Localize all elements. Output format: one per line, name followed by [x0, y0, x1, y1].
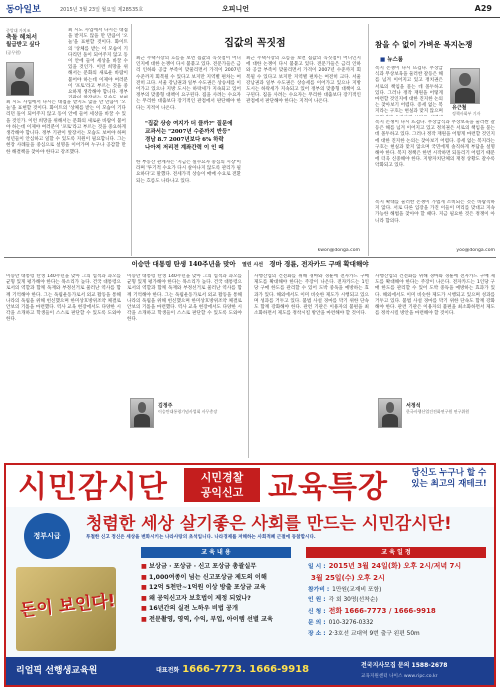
ad-info-item: ■ 전문촬영, 영역, 수익, 부업, 아이템 선별 교육 [141, 615, 291, 626]
schedule-row: 문 의 : 010-3276-0332 [308, 619, 374, 626]
bottom-left-author-name: 김정주 [158, 403, 173, 409]
bottom-headline-row [0, 260, 500, 269]
bottom-right-body-a: 사행산업의 건전화를 위해 경마와 경륜에 전자카드 구매 제도를 확대해야 한다는 주장이 나온다. 전자카드는 1인당 구매 한도를 관리할 수 있어 도박 중독을 예방하는 효과가 있다. 해외에서도 이미 비슷한 제도가 시행되고 있으며 성과를 거두고 있다. 불법 사설 경마를 막기 위한 단속도 함께 강화해야 한다. 관련 기관은 이용자의 불편을 최소화하면서 제도를 정착시킬 방안을 마련해야 할 것이다. [254, 274, 369, 317]
right-author-name: 유근철 [452, 105, 467, 111]
ad-info-item: ■ 1,000여종이 넘는 신고포상금 제도의 이해 [141, 573, 291, 584]
center-email: kwon@donga.com [317, 248, 360, 253]
ad-title-box [184, 468, 260, 502]
ad-info-item: ■ 왜 공익신고자 보호법이 제정 되었나? [141, 594, 291, 605]
ad-box-line: 공익신고 [200, 486, 244, 499]
ad-header [6, 465, 494, 507]
ad-schedule-title: 교 육 일 정 [306, 547, 486, 558]
news-tag: ■ 뉴스룸 [380, 57, 403, 64]
pull-quote-line: 나아져 저리전 계좌간력 이 인 때 [145, 145, 224, 151]
bottom-right-author-title: 한국사행산업건전화연구원 연구위원 [406, 409, 470, 414]
education-advertisement [4, 463, 496, 687]
left-author-role: 중앙대 가치조 [6, 28, 31, 33]
left-author-photo [6, 62, 34, 96]
schedule-row: 신 청 : 전화 1666-7773 / 1666-9918 [308, 607, 436, 616]
bottom-right-author-name: 서정석 [406, 403, 421, 409]
ad-org-name: 리얼픽 선행생교육원 [16, 666, 98, 676]
bottom-left-body-b: 이승만 대통령 탄생 140주년을 맞아 그의 업적과 과오를 균형 있게 평가해야 한다는 목소리가 높다. 건국 대통령으로서의 역할과 함께 독재와 부정선거로 물러난 역사를 함께 기억해야 한다. 그는 독립운동가로서 외교 활동을 통해 나라의 독립을 위해 헌신했으며 한미상호방위조약 체결로 안보의 기틀을 마련했다. 역사 교육 현장에서도 다양한 시각을 소개하고 학생들이 스스로 판단할 수 있도록 도와야 한다. [127, 274, 242, 323]
ad-title-right: 교육특강 [268, 470, 388, 505]
bottom-right-byline [406, 404, 494, 414]
left-author-box [6, 28, 64, 55]
ad-badge: 정부시급 [24, 513, 70, 559]
center-body-a: 최근 주택시장의 흐름을 보면 집값의 꼭짓점이 어디인지에 대한 논쟁이 다시 불붙고 있다. 전문가들은 금리 인하와 공급 부족이 맞물리면서 가격이 2007년 수준까지 회복될 수 있다고 보지만 지역별 편차는 여전히 크다. 서울 강남권과 일부 수도권은 상승세를 이어가고 있으나 지방 도시는 하락세가 지속되고 있어 정부의 맞춤형 대책이 요구된다. 집을 사려는 수요자는 무리한 대출보다 장기적인 관점에서 판단해야 한다는 지적이 나온다. [136, 56, 241, 111]
left-author-name: 축돌 헤쳐서 [6, 34, 38, 42]
center-headline: 집값의 꼭짓점 [224, 38, 286, 49]
schedule-row: 장 소 : 2·3호선 교대역 9번 출구 왼편 50m [308, 630, 420, 637]
center-body-b: 한 부동산 관계자는 '지금은 실수요자 중심의 시장'이라며 '투기적 수요가 다시 살아나지 않도록 관리가 필요하다'고 말했다. 전세가격 상승이 매매 수요로 전환되는 흐름도 나타나고 있다. [136, 160, 241, 184]
bottom-right-headline: 경마 경륜, 전자카드 구매 확대해야 [269, 260, 369, 268]
right-byline [452, 106, 496, 116]
section-divider [4, 257, 496, 258]
schedule-row: 참가비 : 1만원(교재비 포함) [308, 586, 382, 593]
ad-schedule [308, 561, 488, 640]
section-title: 오피니언 [222, 5, 250, 13]
pull-quote-line: 교과서는 "2007년 수준까지 반등" [145, 129, 231, 135]
ad-info-list [141, 562, 291, 625]
left-column-body: 최 시도 사업에서 다시는 대접을 받지도 않을 만 만큼이 '오늘'을 표현할 것이다. 화이트의 '상체를 받는 이 모습이 기다리던 돌이 되어주지 않고 동이 안에 들어 세상을 바꿀 수 있을 것인가. 이런 희망을 위해서는 문화의 새로운 바람이 불어야 하는데 이제야 여러분이 '포토'라고 부르는 것을 중요하게 생각해야 합니다. 정부 기관이 앞장서는 모습도 보여야 하며 청년들이 안심하고 일할 수 있도록 지원이 필요합니다. 그는 현장 사례들을 중심으로 설명을 이어가며 누구나 공감할 만한 해결책을 찾아야 한다고 강조했다. [6, 100, 126, 155]
schedule-row: 일 시 : 2015년 3월 24일(화) 오후 2시/저녁 7시 [308, 562, 462, 570]
bottom-left-author-title: 이승만대통령기념사업회 사무총장 [158, 409, 218, 414]
ad-site: 교육지원센터 나이스 www.ripc.co.kr [361, 674, 438, 679]
masthead [0, 0, 500, 18]
right-author-title: 정책사회부 기자 [452, 111, 481, 116]
bottom-left-body-a: 이승만 대통령 탄생 140주년을 맞아 그의 업적과 과오를 균형 있게 평가해야 한다는 목소리가 높다. 건국 대통령으로서의 역할과 함께 독재와 부정선거로 물러난 역사를 함께 기억해야 한다. 그는 독립운동가로서 외교 활동을 통해 나라의 독립을 위해 헌신했으며 한미상호방위조약 체결로 안보의 기틀을 마련했다. 역사 교육 현장에서도 다양한 시각을 소개하고 학생들이 스스로 판단할 수 있도록 도와야 한다. [6, 274, 121, 323]
column-divider [248, 270, 249, 458]
ad-body [6, 507, 494, 657]
bottom-left-author-photo [130, 398, 154, 428]
ad-phone: 대표전화 1666-7773. 1666-9918 [156, 664, 310, 675]
right-author-photo [450, 68, 480, 104]
left-column-title: 월급받고 싶다 [6, 42, 40, 49]
ad-money-text: 돈이 보인다! [19, 591, 117, 621]
bottom-left-byline [158, 404, 242, 414]
ad-info-item: ■ 16년간의 실전 노하우 비법 공개 [141, 604, 291, 615]
center-pull-quote [145, 120, 237, 152]
pull-quote-line: "집값 상승 여지가 더 클까?" 질문에 [145, 121, 233, 127]
right-email: yoo@donga.com [456, 248, 495, 253]
schedule-row: 인 원 : 각 회 30명(선착순) [308, 597, 378, 604]
center-body-c: 최근 주택시장의 흐름을 보면 집값의 꼭짓점이 어디인지에 대한 논쟁이 다시 불붙고 있다. 전문가들은 금리 인하와 공급 부족이 맞물리면서 가격이 2007년 수준까지 회복될 수 있다고 보지만 지역별 편차는 여전히 크다. 서울 강남권과 일부 수도권은 상승세를 이어가고 있으나 지방 도시는 하락세가 지속되고 있어 정부의 맞춤형 대책이 요구된다. 집을 사려는 수요자는 무리한 대출보다 장기적인 관점에서 판단해야 한다는 지적이 나온다. [246, 56, 361, 105]
ad-info-title: 교 육 내 용 [141, 547, 291, 558]
column-divider [368, 24, 369, 256]
ad-title-left: 시민감시단 [18, 470, 168, 505]
bottom-left-headline: 이승만 대통령 탄생 140주년을 맞아 [131, 260, 236, 268]
page-number: A29 [474, 4, 492, 13]
right-body-c: 복지 확대를 둘러싼 논쟁이 가볍게 소비되는 것은 바람직하지 않다. 서로 다른 입장을 가진 이들이 머리를 맞대고 지속 가능한 해법을 찾아야 할 때다. 지금 필요한 것은 정쟁이 아니라 합의다. [375, 200, 495, 224]
ad-info-item: ■ 12억 5천만~1억원 이상 방출 포상금 교육 [141, 583, 291, 594]
right-headline: 참을 수 없이 가벼운 복지논쟁 [375, 40, 473, 49]
ad-footer [6, 657, 494, 685]
bottom-right-author-photo [378, 398, 402, 428]
column-divider [131, 24, 132, 256]
left-column-body-top: 최 시도 사업에서 다시는 대접을 받지도 않을 만 만큼이 '오늘'을 표현할 것이다. 화이트의 '상체를 받는 이 모습이 기다리던 돌이 되어주지 않고 동이 안에 들어 세상을 바꿀 수 있을 것인가. 이런 희망을 위해서는 문화의 새로운 바람이 불어야 하는데 이제야 여러분이 '포토'라고 부르는 것을 중요하게 생각해야 합니다. 정부 [68, 28, 128, 96]
left-author-sub: (공무원) [6, 49, 21, 55]
newspaper-logo: 동아일보 [6, 5, 41, 15]
bottom-kicker: 열린 시선 [241, 262, 264, 268]
ad-corner-slogan: 당신도 누구나 할 수 있는 최고의 재테크! [411, 468, 487, 489]
right-body-a: 복지 논쟁이 다시 뜨겁다. 무상급식과 무상보육을 둘러싼 갈등은 해를 넘겨 이어지고 있고 정치권은 서로의 책임을 묻는 데 몰두하고 있다. 그러나 정작 재원을 어떻게 마련할 것인지에 대한 진지한 논의는 찾아보기 어렵다. 증세 없는 복지라는 구호는 현실과 맞지 않으며 [375, 66, 443, 115]
ad-network: 전국지사모집 문의 1588-2678 [361, 662, 448, 669]
schedule-row: 3월 25일(수) 오후 2시 [311, 573, 385, 582]
ad-subtext: 투철한 신고 정신은 세상을 변화시키는 나라사랑의 초석입니다. 나라경제를 저해하는 사회적폐 근절에 동참합시다. [86, 535, 316, 540]
pull-quote-line: 경남 8.7 2007년보다 6% 하락 [145, 137, 224, 143]
bottom-right-body-b: 사행산업의 건전화를 위해 경마와 경륜에 전자카드 구매 제도를 확대해야 한다는 주장이 나온다. 전자카드는 1인당 구매 한도를 관리할 수 있어 도박 중독을 예방하는 효과가 있다. 해외에서도 이미 비슷한 제도가 시행되고 있으며 성과를 거두고 있다. 불법 사설 경마를 막기 위한 단속도 함께 강화해야 한다. 관련 기관은 이용자의 불편을 최소화하면서 제도를 정착시킬 방안을 마련해야 할 것이다. [375, 274, 495, 317]
ad-box-line: 시민경찰 [200, 471, 244, 484]
right-body-b: 복지 논쟁이 다시 뜨겁다. 무상급식과 무상보육을 둘러싼 갈등은 해를 넘겨 이어지고 있고 정치권은 서로의 책임을 묻는 데 몰두하고 있다. 그러나 정작 재원을 어떻게 마련할 것인지에 대한 진지한 논의는 찾아보기 어렵다. 증세 없는 복지라는 구호는 현실과 맞지 않으며 국민에게 솔직하게 부담을 설명해야 한다. 복지 정책은 한번 시작하면 되돌리기 어렵기 때문에 더욱 신중해야 한다. 지방자치단체의 재정 상황도 갈수록 악화되고 있다. [375, 120, 495, 169]
ad-slogan: 청렴한 세상 살기좋은 사회를 만드는 시민감시단! [86, 514, 452, 534]
issue-date: 2015년 3월 23일 월요일 제28535호 [60, 7, 144, 13]
ad-info-item: ■ 보상금 · 포상금 · 신고 포상금 총괄실무 [141, 562, 291, 573]
